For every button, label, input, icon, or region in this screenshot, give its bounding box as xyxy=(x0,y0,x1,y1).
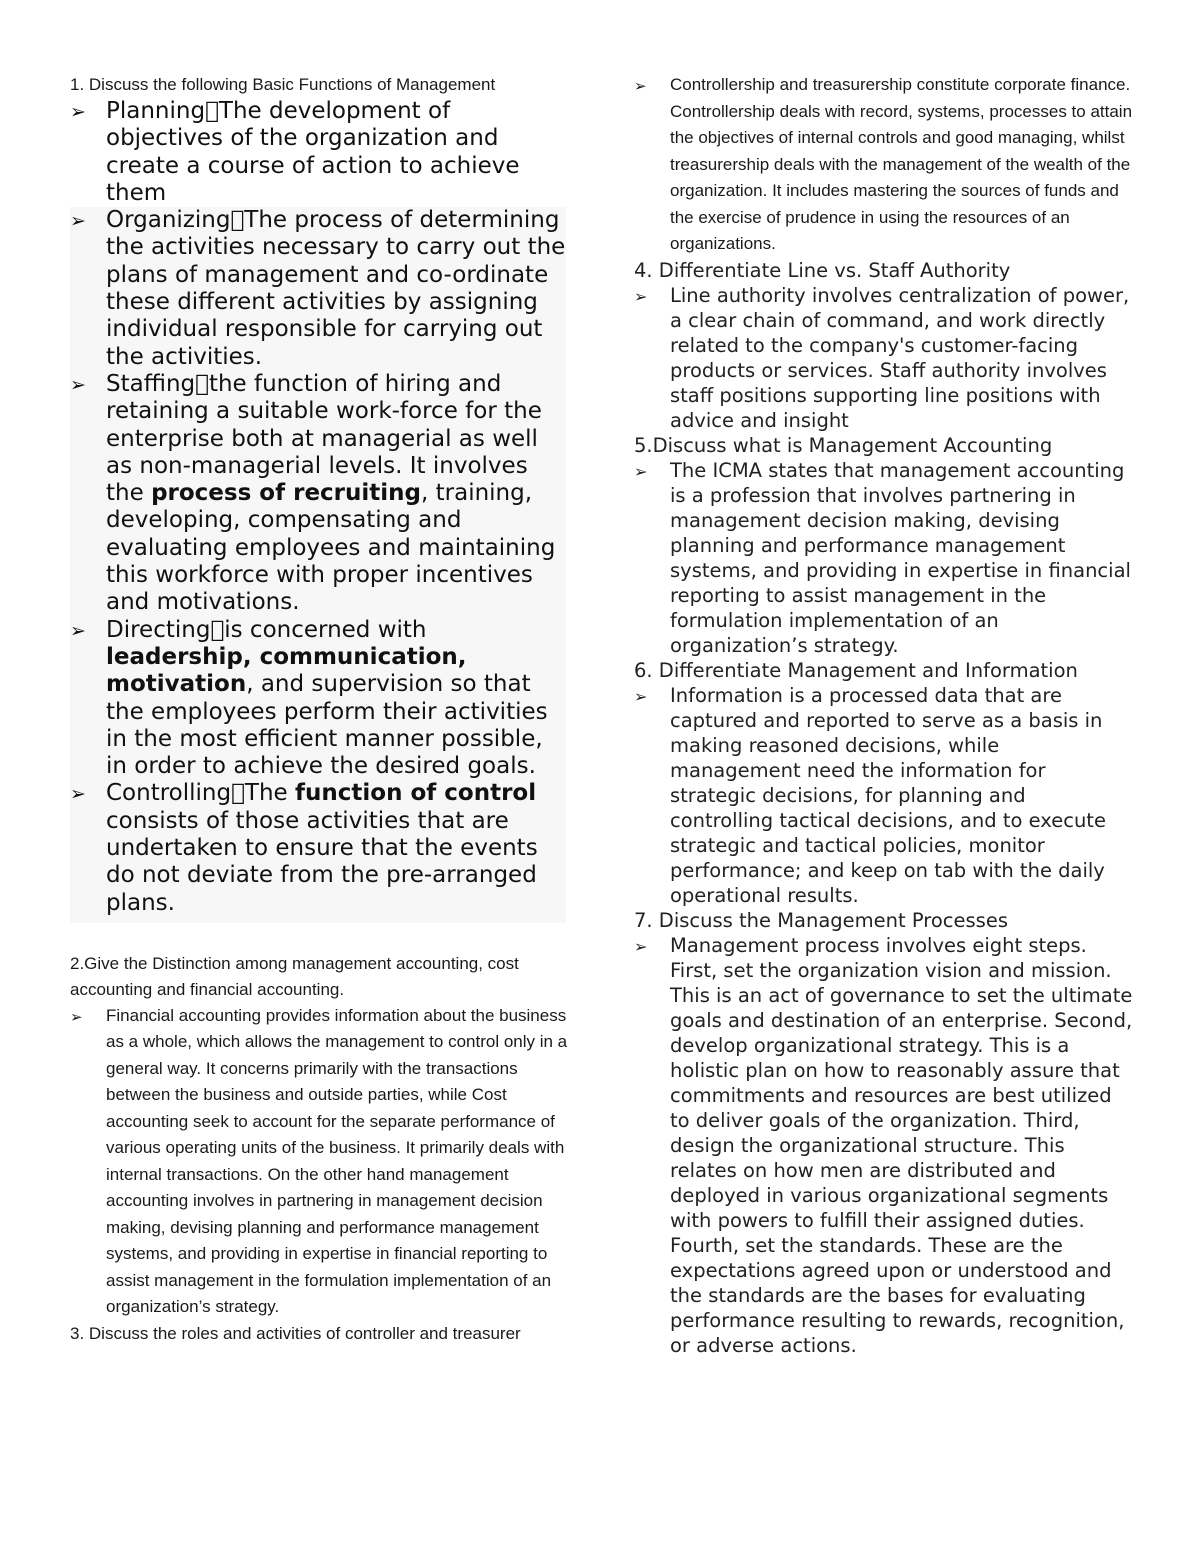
staffing-text-a: the function of hiring and retaining a suitable work-force for the enterprise both at managerial as well as non-managerial levels. It involves the xyxy=(106,343,542,479)
directing-text-b: , and supervision so that the employees perform their activities in the most efficient manner possible, in order to achieve the desired goals. xyxy=(106,643,548,752)
arrow-bullet-icon: ➢ xyxy=(634,936,648,956)
arrow-bullet-icon: ➢ xyxy=(634,686,648,706)
separator-glyph xyxy=(230,179,238,206)
functions-list xyxy=(70,98,570,923)
organizing-text: The process of determining the activities necessary to carry out the plans of management and co-ordinate these different activities by assigning individual responsible for carrying out the activities. xyxy=(106,179,566,343)
organizing-item xyxy=(70,179,566,371)
question-2-answer-text: Financial accounting provides information about the business as a whole, which allows the management to control only in a general way. It concerns primarily with the transactions between the business and outside parties, while Cost accounting seek to account for the separate performance of various operating units of the business. It primarily deals with internal transactions. On the other hand management accounting involves in partnering in management decision making, devising planning and performance management systems, and providing in expertise in financial reporting to assist management in the formulation implementation of an organization’s strategy. xyxy=(106,978,568,1290)
question-4-heading: 4. Differentiate Line vs. Staff Authority xyxy=(634,258,1011,282)
question-7-answer xyxy=(634,933,1134,1358)
left-column xyxy=(70,72,570,1347)
question-2-section xyxy=(70,926,570,1347)
arrow-bullet-icon: ➢ xyxy=(70,592,86,615)
planning-item xyxy=(70,98,570,207)
directing-term: Directing xyxy=(106,589,211,616)
staffing-item xyxy=(70,343,566,617)
spacer xyxy=(70,923,570,951)
question-4-answer xyxy=(634,283,1134,433)
planning-term: Planning xyxy=(106,98,206,124)
staffing-text-b: , training, developing, compensating and evaluating employees and maintaining this workforce with proper incentives and motivations. xyxy=(106,452,556,589)
separator-glyph xyxy=(210,589,218,616)
question-4-answer-text: Line authority involves centralization of power, a clear chain of command, and work directly related to the company's customer-facing products or services. Staff authority involves staff positions supporting line positions with advice and insight xyxy=(670,283,1130,432)
directing-item xyxy=(70,589,566,781)
arrow-bullet-icon: ➢ xyxy=(634,77,647,95)
separator-glyph xyxy=(195,343,203,370)
question-7-heading: 7. Discuss the Management Processes xyxy=(634,908,1008,932)
question-5-heading: 5.Discuss what is Management Accounting xyxy=(634,433,1053,457)
right-column xyxy=(634,72,1134,1358)
arrow-bullet-icon: ➢ xyxy=(70,346,86,369)
questions-4-7 xyxy=(634,258,1134,1358)
question-2-answer xyxy=(70,978,570,1321)
controlling-item xyxy=(70,753,566,922)
arrow-bullet-icon: ➢ xyxy=(634,286,648,306)
question-3-heading: 3. Discuss the roles and activities of controller and treasurer xyxy=(70,1296,521,1316)
question-5-answer xyxy=(634,458,1134,658)
controlling-bold: function of control xyxy=(288,753,530,780)
arrow-bullet-icon: ➢ xyxy=(70,980,83,999)
arrow-bullet-icon: ➢ xyxy=(70,756,86,779)
question-6-heading: 6. Differentiate Management and Information xyxy=(634,658,1078,682)
controlling-text-b: consists of those activities that are undertaken to ensure that the events do not deviate from the pre-arranged plans. xyxy=(106,780,538,889)
staffing-term: Staffing xyxy=(106,343,196,370)
question-3-answer xyxy=(634,72,1134,258)
question-7-answer-text: Management process involves eight steps. First, set the organization vision and mission. This is an act of governance to set the ultimate goals and destination of an enterprise. Second, develop organizational strategy. This is a holistic plan on how to reasonably assure that commitments and resources are best utilized to deliver goals of the organization. Third, design the organizational structure. This relates on how men are distributed and deployed in various organizational segments with powers to fulfill their assigned duties. Fourth, set the standards. These are the expectations agreed upon or understood and the standards are the bases for evaluating performance resulting to rewards, recognition, or adverse actions. xyxy=(670,933,1133,1357)
question-1-heading: 1. Discuss the following Basic Functions of Management xyxy=(70,75,496,94)
question-6-answer xyxy=(634,683,1134,908)
directing-text-a: is concerned with xyxy=(217,589,421,616)
arrow-bullet-icon: ➢ xyxy=(70,182,86,205)
question-5-answer-text: The ICMA states that management accounting is a profession that involves partnering in management decision making, devising planning and performance management systems, and providing in expertise in financial reporting to assist management in the formulation implementation of an organization’s strategy. xyxy=(670,458,1131,657)
organizing-term: Organizing xyxy=(106,179,231,206)
question-2-heading: 2.Give the Distinction among management accounting, cost accounting and financial accounting. xyxy=(70,926,519,972)
arrow-bullet-icon: ➢ xyxy=(634,461,648,481)
question-3-answer-block xyxy=(634,72,1134,258)
question-3-answer-text: Controllership and treasurership constitute corporate finance. Controllership deals with record, systems, processes to attain the objectives of internal controls and good managing, whilst treasurership deals with the management of the wealth of the organization. It includes mastering the sources of funds and the exercise of prudence in using the resources of an organizations. xyxy=(670,75,1133,253)
functions-shaded-block xyxy=(70,179,566,923)
separator-glyph xyxy=(231,753,239,780)
planning-text: The development of objectives of the organization and create a course of action to achieve them xyxy=(106,98,569,179)
staffing-bold: process of recruiting xyxy=(151,452,421,479)
question-6-answer-text: Information is a processed data that are captured and reported to serve as a basis in making reasoned decisions, while management need the information for strategic decisions, for planning and controlling tactical decisions, and to execute strategic and tactical policies, monitor performance; and keep on tab with the daily operational results. xyxy=(670,683,1106,907)
arrow-bullet-icon: ➢ xyxy=(70,101,86,123)
separator-glyph xyxy=(205,98,213,124)
controlling-term: Controlling xyxy=(106,753,232,780)
directing-bold: leadership, communication, motivation xyxy=(106,616,467,670)
controlling-text-a: The xyxy=(238,753,289,780)
